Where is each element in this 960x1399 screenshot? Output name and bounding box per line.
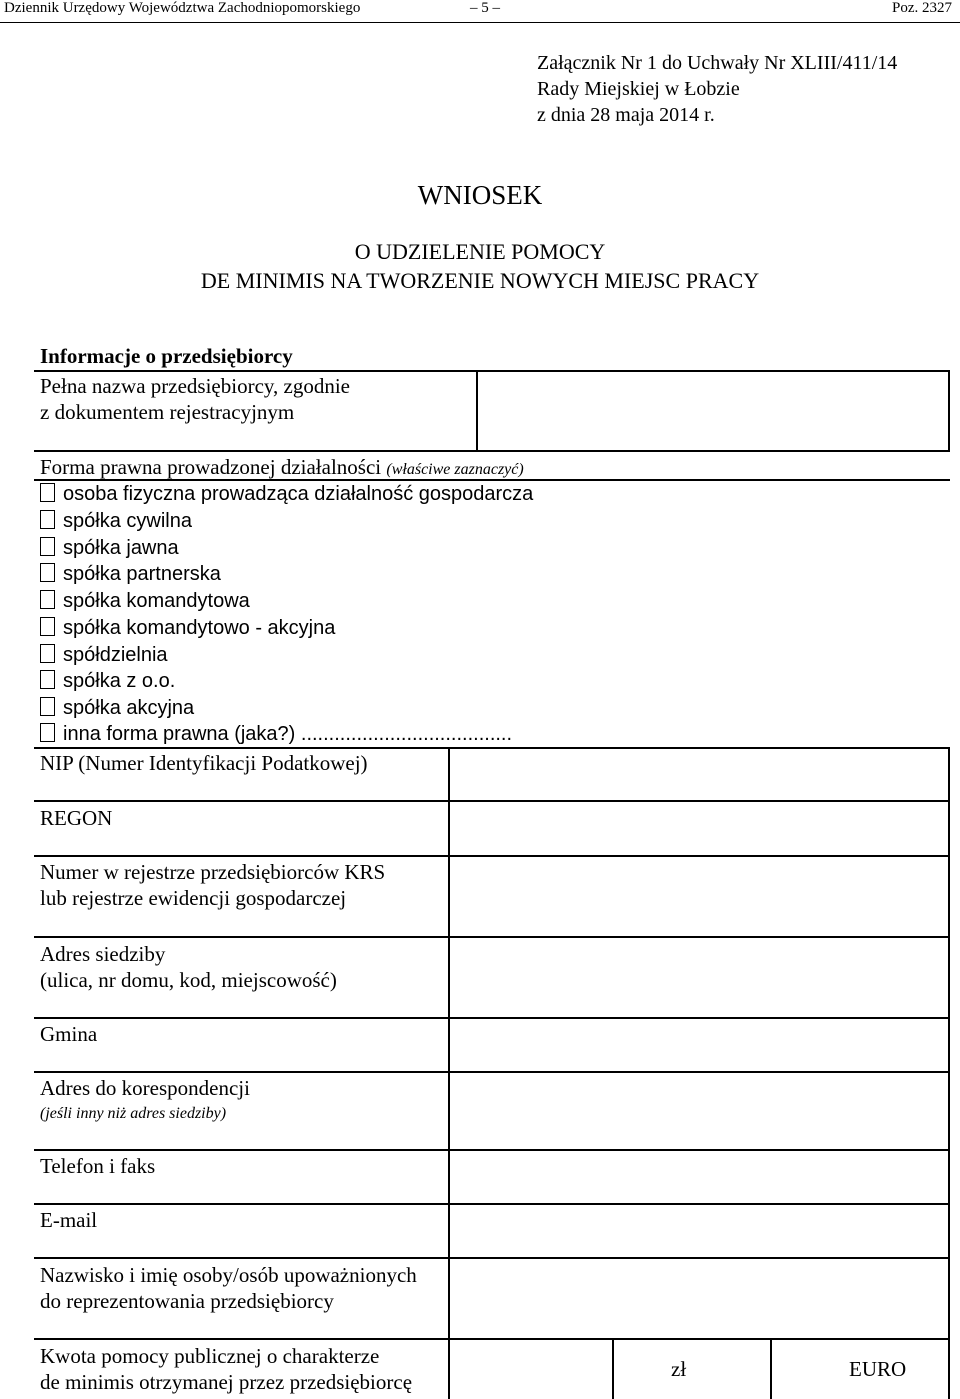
checkbox[interactable]	[40, 563, 55, 582]
option-label: osoba fizyczna prowadząca działalność gospodarcza	[63, 483, 534, 505]
address-label-line-2: (ulica, nr domu, kod, miejscowość)	[40, 968, 337, 992]
option-label: spółka komandytowa	[63, 590, 250, 612]
checkbox[interactable]	[40, 670, 55, 689]
full-name-label-line-2: z dokumentem rejestracyjnym	[40, 400, 295, 424]
legal-form-option[interactable]	[40, 697, 194, 720]
annex-line-3: z dnia 28 maja 2014 r.	[537, 104, 715, 126]
row-border-email	[34, 1257, 950, 1259]
legal-form-option[interactable]	[40, 537, 179, 560]
row-border-gmina	[34, 1071, 950, 1073]
currency-eur-label: EURO	[849, 1357, 907, 1381]
representatives-label-line-1: Nazwisko i imię osoby/osób upoważnionych	[40, 1263, 417, 1287]
correspondence-label-line-1: Adres do korespondencji	[40, 1076, 250, 1100]
legal-form-option[interactable]	[40, 563, 221, 586]
table-right-border-top	[948, 370, 950, 451]
subtitle-line-2: DE MINIMIS NA TWORZENIE NOWYCH MIEJSC PRACY	[200, 268, 760, 293]
nip-field[interactable]	[452, 750, 946, 799]
page-number: – 5 –	[470, 0, 500, 16]
checkbox[interactable]	[40, 590, 55, 609]
address-label-line-1: Adres siedziby	[40, 942, 166, 966]
row-border-regon	[34, 855, 950, 857]
legal-form-label-text: Forma prawna prowadzonej działalności	[40, 455, 387, 479]
full-name-label-line-1: Pełna nazwa przedsiębiorcy, zgodnie	[40, 374, 351, 398]
annex-reference	[537, 50, 897, 128]
full-name-field[interactable]	[480, 373, 946, 449]
phone-field[interactable]	[452, 1152, 946, 1202]
krs-label	[40, 859, 385, 911]
legal-form-hint: (właściwe zaznaczyć)	[386, 461, 524, 478]
aid-amount-pln-field[interactable]	[452, 1341, 610, 1399]
representatives-field[interactable]	[452, 1260, 946, 1337]
option-label: spółka cywilna	[63, 510, 192, 532]
full-name-label	[40, 373, 350, 425]
legal-form-option[interactable]	[40, 510, 192, 533]
regon-field[interactable]	[452, 803, 946, 854]
krs-label-line-2: lub rejestrze ewidencji gospodarczej	[40, 886, 347, 910]
gmina-field[interactable]	[452, 1020, 946, 1070]
email-field[interactable]	[452, 1206, 946, 1256]
legal-form-option[interactable]	[40, 590, 250, 613]
correspondence-label	[40, 1075, 250, 1127]
option-label: spółka partnerska	[63, 563, 221, 585]
currency-divider-pln	[612, 1338, 614, 1399]
row-border-phone	[34, 1203, 950, 1205]
email-label: E-mail	[40, 1208, 98, 1232]
legal-form-option[interactable]	[40, 483, 533, 506]
nip-label: NIP (Numer Identyfikacji Podatkowej)	[40, 751, 368, 775]
annex-line-1: Załącznik Nr 1 do Uchwały Nr XLIII/411/14	[537, 52, 898, 74]
option-label: spółka komandytowo - akcyjna	[63, 617, 336, 639]
position-number: Poz. 2327	[892, 0, 952, 16]
row-border-representatives	[34, 1338, 950, 1340]
legal-form-option[interactable]	[40, 617, 335, 640]
section-title: Informacje o przedsiębiorcy	[40, 344, 293, 368]
correspondence-label-line-2: (jeśli inny niż adres siedziby)	[40, 1105, 227, 1122]
legal-form-option[interactable]	[40, 723, 512, 746]
option-label: inna forma prawna (jaka?) ......................................	[63, 723, 513, 745]
table-right-border	[948, 747, 950, 1399]
document-subtitle	[0, 237, 960, 295]
option-label: spółka jawna	[63, 537, 179, 559]
name-cell-divider	[476, 370, 478, 450]
krs-field[interactable]	[452, 858, 946, 935]
currency-pln-label: zł	[671, 1357, 687, 1381]
checkbox[interactable]	[40, 697, 55, 716]
aid-amount-label-line-2: de minimis otrzymanej przez przedsiębiorcę	[40, 1370, 413, 1394]
aid-amount-label	[40, 1343, 412, 1395]
row-border-legal-options	[34, 747, 950, 749]
address-label	[40, 941, 337, 993]
representatives-label	[40, 1262, 417, 1314]
row-border-nip	[34, 800, 950, 802]
journal-header	[0, 0, 960, 24]
checkbox[interactable]	[40, 617, 55, 636]
document-title: WNIOSEK	[417, 180, 543, 210]
option-label: spółka akcyjna	[63, 697, 195, 719]
checkbox[interactable]	[40, 723, 55, 742]
checkbox[interactable]	[40, 483, 55, 502]
legal-form-option[interactable]	[40, 670, 175, 693]
krs-label-line-1: Numer w rejestrze przedsiębiorców KRS	[40, 860, 386, 884]
journal-title: Dziennik Urzędowy Województwa Zachodniopomorskiego	[4, 0, 361, 16]
phone-label: Telefon i faks	[40, 1154, 156, 1178]
option-label: spółka z o.o.	[63, 670, 176, 692]
representatives-label-line-2: do reprezentowania przedsiębiorcy	[40, 1289, 334, 1313]
correspondence-field[interactable]	[452, 1074, 946, 1148]
header-rule	[0, 22, 960, 23]
aid-amount-eur-field[interactable]	[615, 1341, 768, 1399]
regon-label: REGON	[40, 806, 113, 830]
row-border-correspondence	[34, 1149, 950, 1151]
currency-divider-eur	[770, 1338, 772, 1399]
legal-form-option[interactable]	[40, 644, 168, 667]
row-border-address	[34, 1017, 950, 1019]
row-border-krs	[34, 936, 950, 938]
address-field[interactable]	[452, 939, 946, 1016]
option-label: spółdzielnia	[63, 644, 168, 666]
table-top-border	[34, 370, 950, 372]
aid-amount-label-line-1: Kwota pomocy publicznej o charakterze	[40, 1344, 380, 1368]
value-column-divider	[448, 747, 450, 1399]
subtitle-line-1: O UDZIELENIE POMOCY	[354, 239, 606, 264]
annex-line-2: Rady Miejskiej w Łobzie	[537, 78, 740, 100]
checkbox[interactable]	[40, 510, 55, 529]
gmina-label: Gmina	[40, 1022, 98, 1046]
checkbox[interactable]	[40, 537, 55, 556]
legal-form-label	[40, 454, 524, 483]
checkbox[interactable]	[40, 644, 55, 663]
row-border-name	[34, 450, 950, 452]
